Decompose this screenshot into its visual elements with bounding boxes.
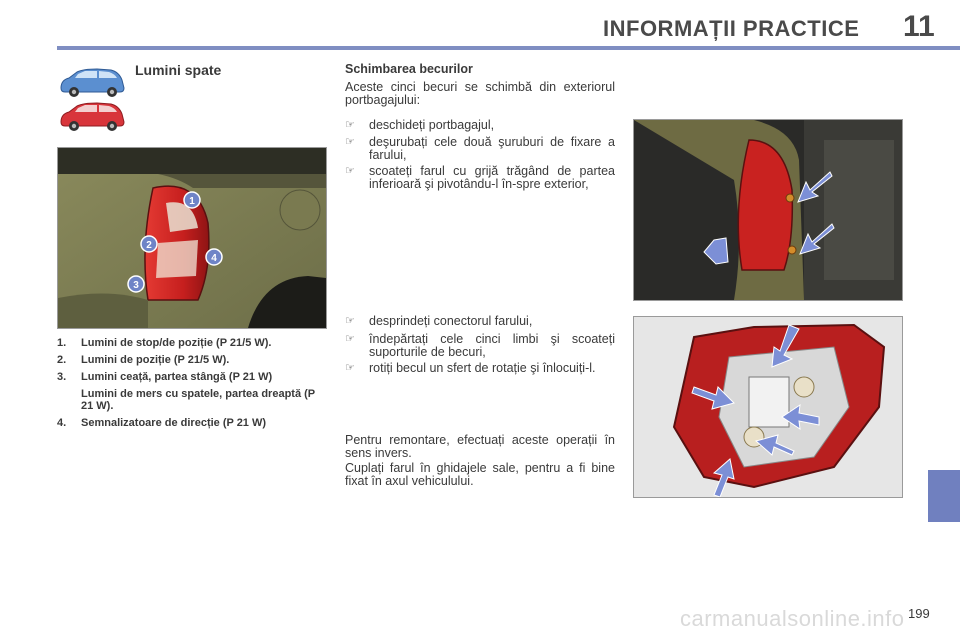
step-item	[345, 315, 615, 328]
step-text: deşurubați cele două şuruburi de fixare a farului,	[369, 135, 615, 162]
reassembly-text: Pentru remontare, efectuați aceste operații în sens invers.	[345, 433, 615, 460]
step-item	[345, 136, 615, 162]
legend-text: Lumini ceață, partea stângă (P 21 W)	[81, 371, 273, 383]
legend-item-1	[57, 337, 329, 349]
legend-num: 4.	[57, 417, 67, 429]
pointing-hand-icon: ☞	[345, 136, 355, 148]
chapter-side-tab	[928, 470, 960, 522]
subheading: Schimbarea becurilor	[345, 62, 473, 76]
step-item	[345, 362, 615, 375]
red-car-icon	[61, 103, 124, 131]
pointing-hand-icon: ☞	[345, 362, 355, 374]
step-text: scoateți farul cu grijă trăgând de partea inferioară şi pivotându-l în-spre exterior,	[369, 164, 615, 191]
legend-text: Lumini de mers cu spatele, partea dreaptă (P 21 W).	[81, 388, 315, 412]
intro-text: Aceste cinci becuri se schimbă din exteriorul portbagajului:	[345, 80, 615, 107]
lamp-unit-photo	[633, 316, 903, 498]
step-text: îndepărtați cele cinci limbi şi scoateți suporturile de becuri,	[369, 332, 615, 359]
legend-item-2	[57, 354, 329, 366]
header-rule	[57, 46, 960, 50]
callout-4	[206, 249, 222, 265]
watermark: carmanualsonline.info	[680, 606, 905, 631]
boot-screws-photo	[633, 119, 903, 301]
page-number: 199	[908, 606, 930, 621]
legend-item-4	[57, 417, 329, 429]
svg-text:4: 4	[211, 253, 217, 264]
legend-num: 3.	[57, 371, 67, 383]
svg-text:2: 2	[146, 240, 152, 251]
legend-text: Lumini de stop/de poziție (P 21/5 W).	[81, 337, 272, 349]
step-text: rotiți becul un sfert de rotație şi înlocuiți-l.	[369, 361, 596, 375]
callout-3	[128, 276, 144, 292]
callout-1	[184, 192, 200, 208]
step-text: deschideți portbagajul,	[369, 118, 495, 132]
section-title: Lumini spate	[135, 62, 222, 78]
legend-text: Semnalizatoare de direcție (P 21 W)	[81, 417, 267, 429]
chapter-number: 11	[903, 10, 935, 43]
page-title: INFORMAȚII PRACTICE	[603, 16, 860, 41]
rear-light-photo	[57, 147, 327, 329]
blue-car-icon	[61, 69, 124, 97]
svg-text:3: 3	[133, 280, 139, 291]
pointing-hand-icon: ☞	[345, 333, 355, 345]
car-icons	[57, 66, 127, 134]
callout-2	[141, 236, 157, 252]
pointing-hand-icon: ☞	[345, 165, 355, 177]
pointing-hand-icon: ☞	[345, 119, 355, 131]
step-item	[345, 119, 615, 132]
legend-item-3b	[57, 388, 329, 412]
svg-text:1: 1	[189, 196, 195, 207]
alignment-text: Cuplați farul în ghidajele sale, pentru a fi bine fixat în axul vehiculului.	[345, 461, 615, 488]
legend-num: 2.	[57, 354, 67, 366]
step-item	[345, 333, 615, 359]
step-text: desprindeți conectorul farului,	[369, 314, 533, 328]
legend-item-3	[57, 371, 329, 383]
pointing-hand-icon: ☞	[345, 315, 355, 327]
legend-num: 1.	[57, 337, 67, 349]
legend-text: Lumini de poziție (P 21/5 W).	[81, 354, 230, 366]
step-item	[345, 165, 615, 191]
